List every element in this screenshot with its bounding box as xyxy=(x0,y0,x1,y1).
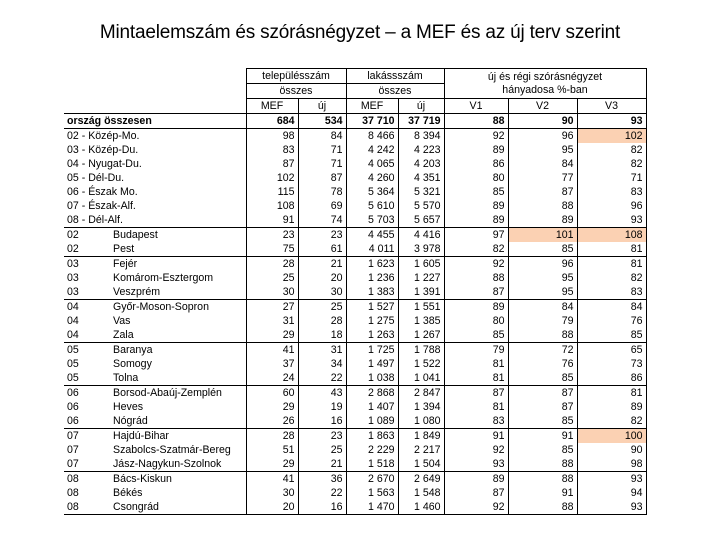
cell-6: 85 xyxy=(508,371,577,386)
cell-2: 69 xyxy=(298,199,346,213)
cell-6: 89 xyxy=(508,213,577,228)
cell-2: 20 xyxy=(298,271,346,285)
cell-1: 98 xyxy=(246,129,298,144)
cell-3: 1 863 xyxy=(346,429,398,444)
cell-2: 84 xyxy=(298,129,346,144)
cell-7: 93 xyxy=(577,213,646,228)
table-row xyxy=(64,242,646,257)
table-row xyxy=(64,213,646,228)
table-row xyxy=(64,414,646,429)
header-osszes-2: összes xyxy=(346,84,444,99)
cell-3: 1 527 xyxy=(346,300,398,315)
cell-6: 79 xyxy=(508,314,577,328)
row-code: 08 xyxy=(64,500,110,515)
cell-4: 5 657 xyxy=(398,213,444,228)
cell-6: 101 xyxy=(508,228,577,243)
row-code: 06 xyxy=(67,414,79,427)
cell-3: 1 383 xyxy=(346,285,398,300)
table-row xyxy=(64,457,646,472)
row-label: 04 - Nyugat-Du. xyxy=(67,157,142,170)
cell-5: 88 xyxy=(444,114,508,129)
row-label: 02 - Közép-Mo. xyxy=(64,129,246,144)
header-v1: V1 xyxy=(444,99,508,114)
cell-7: 76 xyxy=(577,314,646,328)
data-table xyxy=(64,68,647,515)
row-label: 05 - Dél-Du. xyxy=(67,171,125,184)
cell-1: 31 xyxy=(246,314,298,328)
cell-1: 75 xyxy=(246,242,298,257)
cell-2: 23 xyxy=(298,228,346,243)
row-name: Borsod-Abaúj-Zemplén xyxy=(110,386,246,401)
cell-1: 83 xyxy=(246,143,298,157)
cell-1: 30 xyxy=(246,486,298,500)
cell-4: 8 394 xyxy=(398,129,444,144)
cell-4: 5 321 xyxy=(398,185,444,199)
cell-1: 24 xyxy=(246,371,298,386)
cell-3: 1 038 xyxy=(346,371,398,386)
cell-1: 29 xyxy=(246,457,298,472)
cell-4: 1 849 xyxy=(398,429,444,444)
cell-6: 85 xyxy=(508,443,577,457)
cell-2: 18 xyxy=(298,328,346,343)
cell-7: 89 xyxy=(577,400,646,414)
cell-3: 4 260 xyxy=(346,171,398,185)
header-mef-1: MEF xyxy=(246,99,298,114)
cell-6: 88 xyxy=(508,328,577,343)
cell-4: 1 227 xyxy=(398,271,444,285)
cell-7: 65 xyxy=(577,343,646,358)
cell-1: 20 xyxy=(246,500,298,515)
cell-1: 29 xyxy=(246,328,298,343)
cell-1: 51 xyxy=(246,443,298,457)
table-row xyxy=(64,357,646,371)
cell-2: 19 xyxy=(298,400,346,414)
cell-3: 5 610 xyxy=(346,199,398,213)
cell-4: 2 217 xyxy=(398,443,444,457)
header-row-1 xyxy=(64,69,646,84)
row-name: Tolna xyxy=(113,371,139,384)
cell-6: 72 xyxy=(508,343,577,358)
cell-5: 80 xyxy=(444,171,508,185)
cell-7: 102 xyxy=(577,129,646,144)
cell-4: 1 504 xyxy=(398,457,444,472)
cell-3: 4 455 xyxy=(346,228,398,243)
cell-3: 5 364 xyxy=(346,185,398,199)
cell-5: 97 xyxy=(444,228,508,243)
cell-7: 81 xyxy=(577,257,646,272)
row-code: 07 xyxy=(67,443,79,456)
cell-7: 93 xyxy=(577,500,646,515)
cell-6: 87 xyxy=(508,400,577,414)
cell-4: 1 522 xyxy=(398,357,444,371)
cell-2: 43 xyxy=(298,386,346,401)
cell-6: 88 xyxy=(508,500,577,515)
cell-5: 89 xyxy=(444,300,508,315)
cell-3: 8 466 xyxy=(346,129,398,144)
cell-4: 1 605 xyxy=(398,257,444,272)
cell-1: 26 xyxy=(246,414,298,429)
cell-7: 81 xyxy=(577,242,646,257)
row-name: Hajdú-Bihar xyxy=(110,429,246,444)
cell-2: 36 xyxy=(298,472,346,487)
cell-5: 89 xyxy=(444,143,508,157)
table-row xyxy=(64,129,646,144)
cell-6: 84 xyxy=(508,300,577,315)
cell-6: 90 xyxy=(508,114,577,129)
row-name: Fejér xyxy=(110,257,246,272)
cell-5: 93 xyxy=(444,457,508,472)
table-row xyxy=(64,486,646,500)
cell-6: 95 xyxy=(508,285,577,300)
header-v2: V2 xyxy=(508,99,577,114)
cell-6: 88 xyxy=(508,472,577,487)
header-row-3 xyxy=(64,99,646,114)
row-code: 04 xyxy=(64,300,110,315)
cell-1: 30 xyxy=(246,285,298,300)
cell-4: 1 385 xyxy=(398,314,444,328)
header-uj-1: új xyxy=(298,99,346,114)
row-code: 02 xyxy=(67,242,79,255)
cell-2: 21 xyxy=(298,257,346,272)
cell-5: 89 xyxy=(444,199,508,213)
cell-1: 87 xyxy=(246,157,298,171)
cell-1: 29 xyxy=(246,400,298,414)
cell-6: 96 xyxy=(508,129,577,144)
cell-1: 41 xyxy=(246,343,298,358)
cell-3: 1 623 xyxy=(346,257,398,272)
cell-4: 4 203 xyxy=(398,157,444,171)
cell-4: 5 570 xyxy=(398,199,444,213)
table-row xyxy=(64,271,646,285)
cell-7: 96 xyxy=(577,199,646,213)
row-name: Nógrád xyxy=(113,414,148,427)
cell-1: 41 xyxy=(246,472,298,487)
row-name: Zala xyxy=(113,328,134,341)
table-row xyxy=(64,257,646,272)
row-name: Komárom-Esztergom xyxy=(113,271,214,284)
row-name: Somogy xyxy=(113,357,152,370)
cell-4: 1 460 xyxy=(398,500,444,515)
cell-7: 93 xyxy=(577,114,646,129)
cell-4: 37 719 xyxy=(398,114,444,129)
cell-5: 87 xyxy=(444,285,508,300)
cell-4: 4 351 xyxy=(398,171,444,185)
cell-7: 94 xyxy=(577,486,646,500)
cell-2: 23 xyxy=(298,429,346,444)
cell-4: 1 267 xyxy=(398,328,444,343)
table-row xyxy=(64,500,646,515)
row-label: 03 - Közép-Du. xyxy=(67,143,139,156)
cell-3: 2 868 xyxy=(346,386,398,401)
row-label: 07 - Észak-Alf. xyxy=(67,199,136,212)
cell-3: 2 229 xyxy=(346,443,398,457)
cell-3: 1 275 xyxy=(346,314,398,328)
cell-2: 61 xyxy=(298,242,346,257)
cell-5: 92 xyxy=(444,129,508,144)
cell-7: 73 xyxy=(577,357,646,371)
cell-7: 93 xyxy=(577,472,646,487)
cell-2: 16 xyxy=(298,414,346,429)
header-hanyados: új és régi szórásnégyzet hányadosa %-ban xyxy=(444,69,646,99)
cell-2: 25 xyxy=(298,300,346,315)
cell-6: 76 xyxy=(508,357,577,371)
row-code: 03 xyxy=(64,257,110,272)
row-code: 05 xyxy=(67,357,79,370)
table-row xyxy=(64,429,646,444)
cell-5: 81 xyxy=(444,400,508,414)
header-v3: V3 xyxy=(577,99,646,114)
cell-5: 92 xyxy=(444,500,508,515)
cell-7: 83 xyxy=(577,185,646,199)
cell-1: 108 xyxy=(246,199,298,213)
row-code: 03 xyxy=(67,285,79,298)
cell-3: 1 089 xyxy=(346,414,398,429)
cell-5: 80 xyxy=(444,314,508,328)
cell-7: 86 xyxy=(577,371,646,386)
cell-5: 85 xyxy=(444,328,508,343)
cell-6: 95 xyxy=(508,271,577,285)
cell-6: 95 xyxy=(508,143,577,157)
cell-5: 89 xyxy=(444,472,508,487)
cell-2: 16 xyxy=(298,500,346,515)
table-row xyxy=(64,300,646,315)
row-name: Budapest xyxy=(110,228,246,243)
cell-6: 85 xyxy=(508,414,577,429)
table-row xyxy=(64,472,646,487)
cell-6: 84 xyxy=(508,157,577,171)
row-code: 03 xyxy=(67,271,79,284)
cell-2: 30 xyxy=(298,285,346,300)
cell-1: 102 xyxy=(246,171,298,185)
cell-4: 4 223 xyxy=(398,143,444,157)
cell-6: 88 xyxy=(508,199,577,213)
cell-3: 4 065 xyxy=(346,157,398,171)
cell-7: 71 xyxy=(577,171,646,185)
row-name: Vas xyxy=(113,314,131,327)
cell-3: 4 011 xyxy=(346,242,398,257)
cell-6: 96 xyxy=(508,257,577,272)
cell-2: 22 xyxy=(298,371,346,386)
table-row xyxy=(64,314,646,328)
cell-6: 85 xyxy=(508,242,577,257)
cell-3: 1 263 xyxy=(346,328,398,343)
row-name: Csongrád xyxy=(110,500,246,515)
cell-3: 4 242 xyxy=(346,143,398,157)
cell-4: 1 394 xyxy=(398,400,444,414)
table-row xyxy=(64,199,646,213)
cell-5: 85 xyxy=(444,185,508,199)
cell-7: 108 xyxy=(577,228,646,243)
cell-3: 1 497 xyxy=(346,357,398,371)
row-name: Szabolcs-Szatmár-Bereg xyxy=(113,443,231,456)
cell-5: 82 xyxy=(444,242,508,257)
cell-2: 28 xyxy=(298,314,346,328)
table-row xyxy=(64,343,646,358)
cell-2: 34 xyxy=(298,357,346,371)
cell-4: 3 978 xyxy=(398,242,444,257)
row-name: Baranya xyxy=(110,343,246,358)
cell-7: 82 xyxy=(577,143,646,157)
cell-3: 2 670 xyxy=(346,472,398,487)
table-row xyxy=(64,228,646,243)
cell-4: 1 080 xyxy=(398,414,444,429)
cell-3: 1 725 xyxy=(346,343,398,358)
cell-1: 684 xyxy=(246,114,298,129)
cell-2: 21 xyxy=(298,457,346,472)
cell-3: 1 407 xyxy=(346,400,398,414)
cell-5: 92 xyxy=(444,257,508,272)
row-code: 05 xyxy=(64,343,110,358)
cell-4: 1 041 xyxy=(398,371,444,386)
cell-2: 534 xyxy=(298,114,346,129)
row-name: Győr-Moson-Sopron xyxy=(110,300,246,315)
cell-5: 86 xyxy=(444,157,508,171)
cell-3: 1 236 xyxy=(346,271,398,285)
table-row xyxy=(64,157,646,171)
row-code: 02 xyxy=(64,228,110,243)
header-mef-2: MEF xyxy=(346,99,398,114)
cell-3: 1 518 xyxy=(346,457,398,472)
row-name: Bács-Kiskun xyxy=(110,472,246,487)
cell-2: 25 xyxy=(298,443,346,457)
cell-6: 87 xyxy=(508,185,577,199)
cell-4: 1 548 xyxy=(398,486,444,500)
cell-3: 1 470 xyxy=(346,500,398,515)
cell-1: 25 xyxy=(246,271,298,285)
row-code: 04 xyxy=(67,314,79,327)
cell-5: 87 xyxy=(444,486,508,500)
cell-7: 81 xyxy=(577,386,646,401)
table-row xyxy=(64,285,646,300)
cell-3: 37 710 xyxy=(346,114,398,129)
cell-2: 78 xyxy=(298,185,346,199)
cell-1: 60 xyxy=(246,386,298,401)
row-name: Veszprém xyxy=(113,285,161,298)
row-name: Békés xyxy=(113,486,143,499)
row-name: Jász-Nagykun-Szolnok xyxy=(113,457,222,470)
cell-7: 83 xyxy=(577,285,646,300)
cell-5: 92 xyxy=(444,443,508,457)
table-row xyxy=(64,171,646,185)
cell-5: 83 xyxy=(444,414,508,429)
cell-6: 91 xyxy=(508,429,577,444)
table-row-total xyxy=(64,114,646,129)
cell-5: 81 xyxy=(444,371,508,386)
cell-2: 22 xyxy=(298,486,346,500)
cell-7: 98 xyxy=(577,457,646,472)
table-row xyxy=(64,400,646,414)
cell-1: 23 xyxy=(246,228,298,243)
row-code: 08 xyxy=(67,486,79,499)
cell-1: 28 xyxy=(246,429,298,444)
cell-4: 1 551 xyxy=(398,300,444,315)
row-label: 08 - Dél-Alf. xyxy=(67,213,123,226)
cell-3: 5 703 xyxy=(346,213,398,228)
row-code: 08 xyxy=(64,472,110,487)
header-osszes-1: összes xyxy=(246,84,346,99)
cell-5: 79 xyxy=(444,343,508,358)
cell-7: 82 xyxy=(577,414,646,429)
row-code: 06 xyxy=(67,400,79,413)
header-uj-2: új xyxy=(398,99,444,114)
cell-1: 28 xyxy=(246,257,298,272)
table-row xyxy=(64,328,646,343)
cell-7: 84 xyxy=(577,300,646,315)
cell-5: 81 xyxy=(444,357,508,371)
cell-7: 82 xyxy=(577,271,646,285)
cell-6: 77 xyxy=(508,171,577,185)
cell-2: 31 xyxy=(298,343,346,358)
cell-1: 91 xyxy=(246,213,298,228)
cell-5: 91 xyxy=(444,429,508,444)
row-name: Pest xyxy=(113,242,135,255)
cell-5: 88 xyxy=(444,271,508,285)
cell-6: 91 xyxy=(508,486,577,500)
table-row xyxy=(64,443,646,457)
row-code: 07 xyxy=(64,429,110,444)
row-label: ország összesen xyxy=(64,114,246,129)
cell-7: 100 xyxy=(577,429,646,444)
cell-7: 82 xyxy=(577,157,646,171)
cell-1: 115 xyxy=(246,185,298,199)
cell-1: 37 xyxy=(246,357,298,371)
table-row xyxy=(64,371,646,386)
cell-4: 2 847 xyxy=(398,386,444,401)
cell-2: 71 xyxy=(298,143,346,157)
page-title: Mintaelemszám és szórásnégyzet – a MEF és az új terv szerint xyxy=(99,22,621,43)
row-code: 05 xyxy=(67,371,79,384)
cell-5: 87 xyxy=(444,386,508,401)
cell-6: 88 xyxy=(508,457,577,472)
cell-7: 85 xyxy=(577,328,646,343)
cell-4: 4 416 xyxy=(398,228,444,243)
table-row xyxy=(64,143,646,157)
cell-4: 1 788 xyxy=(398,343,444,358)
row-label: 06 - Észak Mo. xyxy=(67,185,138,198)
cell-4: 2 649 xyxy=(398,472,444,487)
cell-3: 1 563 xyxy=(346,486,398,500)
header-lakasszam: lakássszám xyxy=(346,69,444,84)
row-code: 04 xyxy=(67,328,79,341)
table-row xyxy=(64,386,646,401)
cell-5: 89 xyxy=(444,213,508,228)
row-code: 06 xyxy=(64,386,110,401)
table-row xyxy=(64,185,646,199)
cell-1: 27 xyxy=(246,300,298,315)
cell-2: 87 xyxy=(298,171,346,185)
cell-7: 90 xyxy=(577,443,646,457)
cell-4: 1 391 xyxy=(398,285,444,300)
row-code: 07 xyxy=(67,457,79,470)
cell-2: 74 xyxy=(298,213,346,228)
cell-6: 87 xyxy=(508,386,577,401)
cell-2: 71 xyxy=(298,157,346,171)
row-name: Heves xyxy=(113,400,144,413)
header-telepulesszam: településszám xyxy=(246,69,346,84)
